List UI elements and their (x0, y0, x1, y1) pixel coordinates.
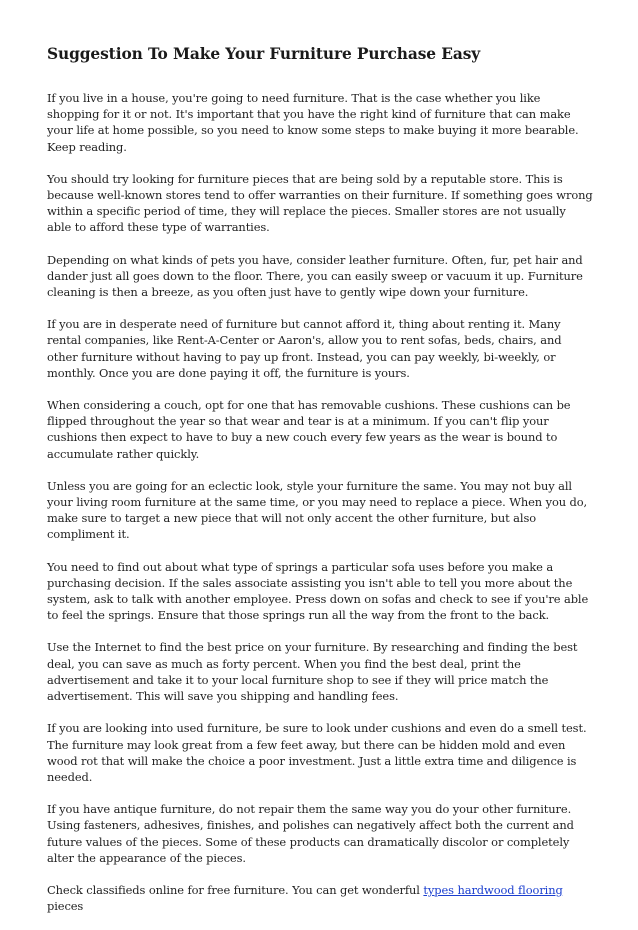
paragraph-11-text-end: pieces (47, 899, 84, 914)
paragraph-6: Unless you are going for an eclectic look, style your furniture the same. You may not buy all your living room furniture at the same time, or you may need to replace a piece. When you do, make sure to target a new piece that will not only accent the other furniture, but also compliment it. (47, 478, 588, 542)
paragraph-9: If you are looking into used furniture, be sure to look under cushions and even do a smell test. The furniture may look great from a few feet away, but there can be hidden mold and even wood rot that will make the choice a poor investment. Just a little extra time and diligence is needed. (47, 721, 587, 784)
paragraph-8: Use the Internet to find the best price on your furniture. By researching and finding the best deal, you can save as much as forty percent. When you find the best deal, print the advertisement and take it to your local furniture shop to see if they will price match the advertisement. This will save you shipping and handling fees. (47, 640, 578, 704)
paragraph-7: You need to find out about what type of springs a particular sofa uses before you make a purchasing decision. If the sales associate assisting you isn't able to tell you more about the system, ask to talk with another employee. Press down on sofas and check to see if you're able to feel the springs. Ensure that those springs run all the way from the front to the back. (47, 559, 589, 623)
page-title: Suggestion To Make Your Furniture Purchase Easy (47, 45, 481, 63)
hardwood-flooring-link[interactable]: types hardwood flooring (423, 882, 563, 897)
paragraph-11-text-start: Check classifieds online for free furniture. You can get wonderful (47, 882, 424, 897)
paragraph-4: If you are in desperate need of furniture but cannot afford it, thing about renting it. Many rental companies, like Rent-A-Center or Aaron's, allow you to rent sofas, beds, chairs, and other furniture without having to pay up front. Instead, you can pay weekly, bi-weekly, or monthly. Once you are done paying it off, the furniture is yours. (47, 317, 562, 380)
paragraph-11 (47, 882, 593, 914)
paragraph-10: If you have antique furniture, do not repair them the same way you do your other furniture. Using fasteners, adhesives, finishes, and polishes can negatively affect both the current and future values of the pieces. Some of these products can dramatically discolor or completely alter the appearance of the pieces. (47, 802, 574, 865)
paragraph-3: Depending on what kinds of pets you have, consider leather furniture. Often, fur, pet hair and dander just all goes down to the floor. There, you can easily sweep or vacuum it up. Furniture cleaning is then a breeze, as you often just have to gently wipe down your furniture. (47, 252, 583, 300)
paragraph-5: When considering a couch, opt for one that has removable cushions. These cushions can be flipped throughout the year so that wear and tear is at a minimum. If you can't flip your cushions then expect to have to buy a new couch every few years as the wear is bound to accumulate rather quickly. (47, 398, 571, 461)
paragraph-1: If you live in a house, you're going to need furniture. That is the case whether you like shopping for it or not. It's important that you have the right kind of furniture that can make your life at home possible, so you need to know some steps to make buying it more bearable. Keep reading. (47, 91, 579, 154)
paragraph-2: You should try looking for furniture pieces that are being sold by a reputable store. This is because well-known stores tend to offer warranties on their furniture. If something goes wrong within a specific period of time, they will replace the pieces. Smaller stores are not usually able to afford these type of warranties. (47, 171, 593, 235)
document-page (47, 44, 593, 930)
